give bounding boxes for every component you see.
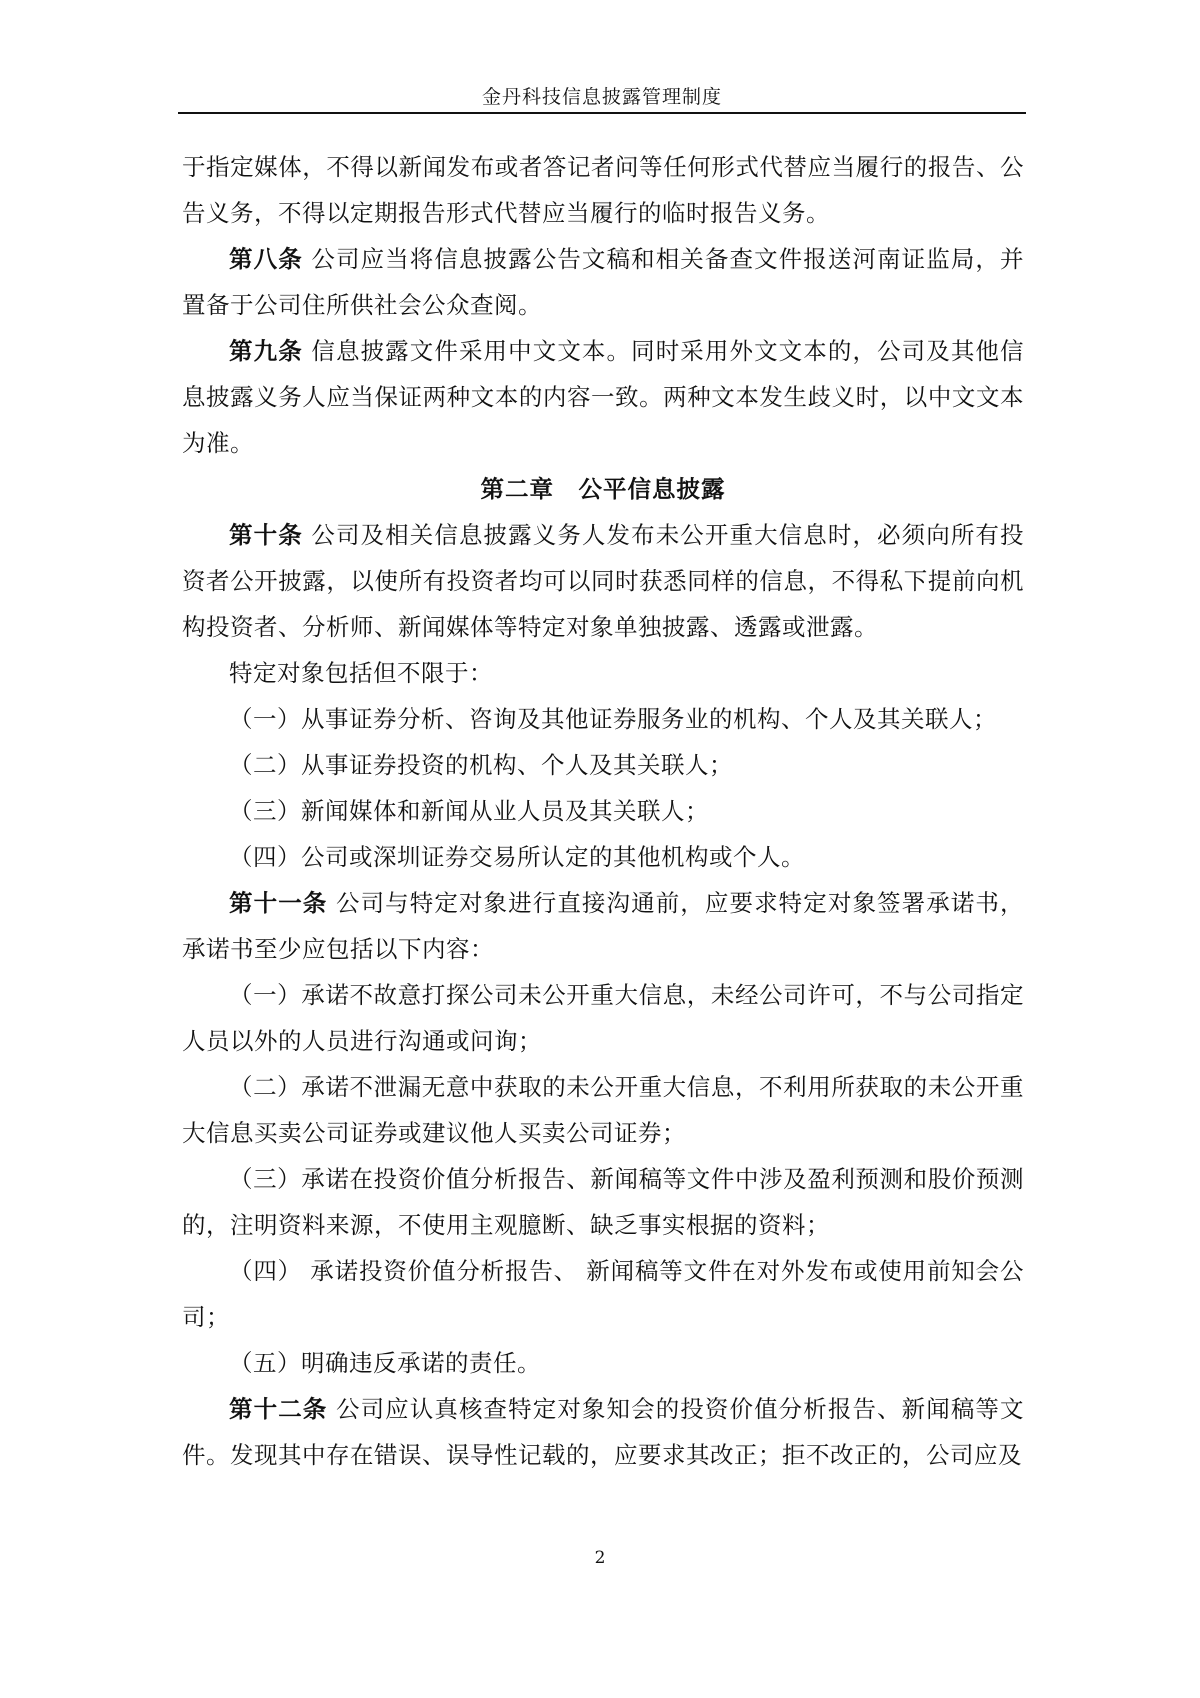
article-8	[182, 236, 1024, 328]
article-9	[182, 328, 1024, 466]
article-text: 公司与特定对象进行直接沟通前，应要求特定对象签署承诺书，承诺书至少应包括以下内容：	[182, 889, 1025, 963]
list-item: （三）承诺在投资价值分析报告、新闻稿等文件中涉及盈利预测和股价预测的，注明资料来源，不使用主观臆断、缺乏事实根据的资料；	[182, 1165, 1024, 1239]
page-number: 2	[594, 1548, 606, 1568]
article-number: 第九条	[229, 337, 303, 365]
article-12	[182, 1386, 1024, 1478]
list-intro: 特定对象包括但不限于：	[229, 659, 493, 687]
paragraph-continuation: 于指定媒体，不得以新闻发布或者答记者问等任何形式代替应当履行的报告、公告义务，不得以定期报告形式代替应当履行的临时报告义务。	[182, 153, 1024, 227]
header-divider	[178, 112, 1026, 114]
list-item: （一）承诺不故意打探公司未公开重大信息，未经公司许可，不与公司指定人员以外的人员进行沟通或问询；	[182, 981, 1024, 1055]
article-text: 公司应当将信息披露公告文稿和相关备查文件报送河南证监局，并置备于公司住所供社会公众查阅。	[182, 245, 1025, 319]
document-body	[182, 144, 1024, 1478]
article-number: 第十二条	[229, 1395, 328, 1423]
article-text: 信息披露文件采用中文文本。同时采用外文文本的，公司及其他信息披露义务人应当保证两种文本的内容一致。两种文本发生歧义时，以中文文本为准。	[182, 337, 1025, 457]
article-number: 第八条	[229, 245, 303, 273]
article-11	[182, 880, 1024, 972]
list-item: （一）从事证券分析、咨询及其他证券服务业的机构、个人及其关联人；	[229, 705, 997, 733]
article-text: 公司应认真核查特定对象知会的投资价值分析报告、新闻稿等文件。发现其中存在错误、误导性记载的，应要求其改正；拒不改正的，公司应及	[182, 1395, 1025, 1469]
document-header-title: 金丹科技信息披露管理制度	[481, 86, 722, 108]
article-number: 第十条	[229, 521, 303, 549]
list-item: （二）从事证券投资的机构、个人及其关联人；	[229, 751, 733, 779]
list-item: （四） 承诺投资价值分析报告、 新闻稿等文件在对外发布或使用前知会公司；	[182, 1257, 1024, 1331]
list-item: （三）新闻媒体和新闻从业人员及其关联人；	[229, 797, 709, 825]
list-item: （五）明确违反承诺的责任。	[229, 1349, 541, 1377]
chapter-heading: 第二章 公平信息披露	[480, 475, 726, 503]
list-item: （四）公司或深圳证券交易所认定的其他机构或个人。	[229, 843, 805, 871]
article-10	[182, 512, 1024, 650]
list-item: （二）承诺不泄漏无意中获取的未公开重大信息，不利用所获取的未公开重大信息买卖公司证券或建议他人买卖公司证券；	[182, 1073, 1024, 1147]
article-number: 第十一条	[229, 889, 328, 917]
article-text: 公司及相关信息披露义务人发布未公开重大信息时，必须向所有投资者公开披露，以使所有投资者均可以同时获悉同样的信息，不得私下提前向机构投资者、分析师、新闻媒体等特定对象单独披露、透露或泄露。	[182, 521, 1025, 641]
